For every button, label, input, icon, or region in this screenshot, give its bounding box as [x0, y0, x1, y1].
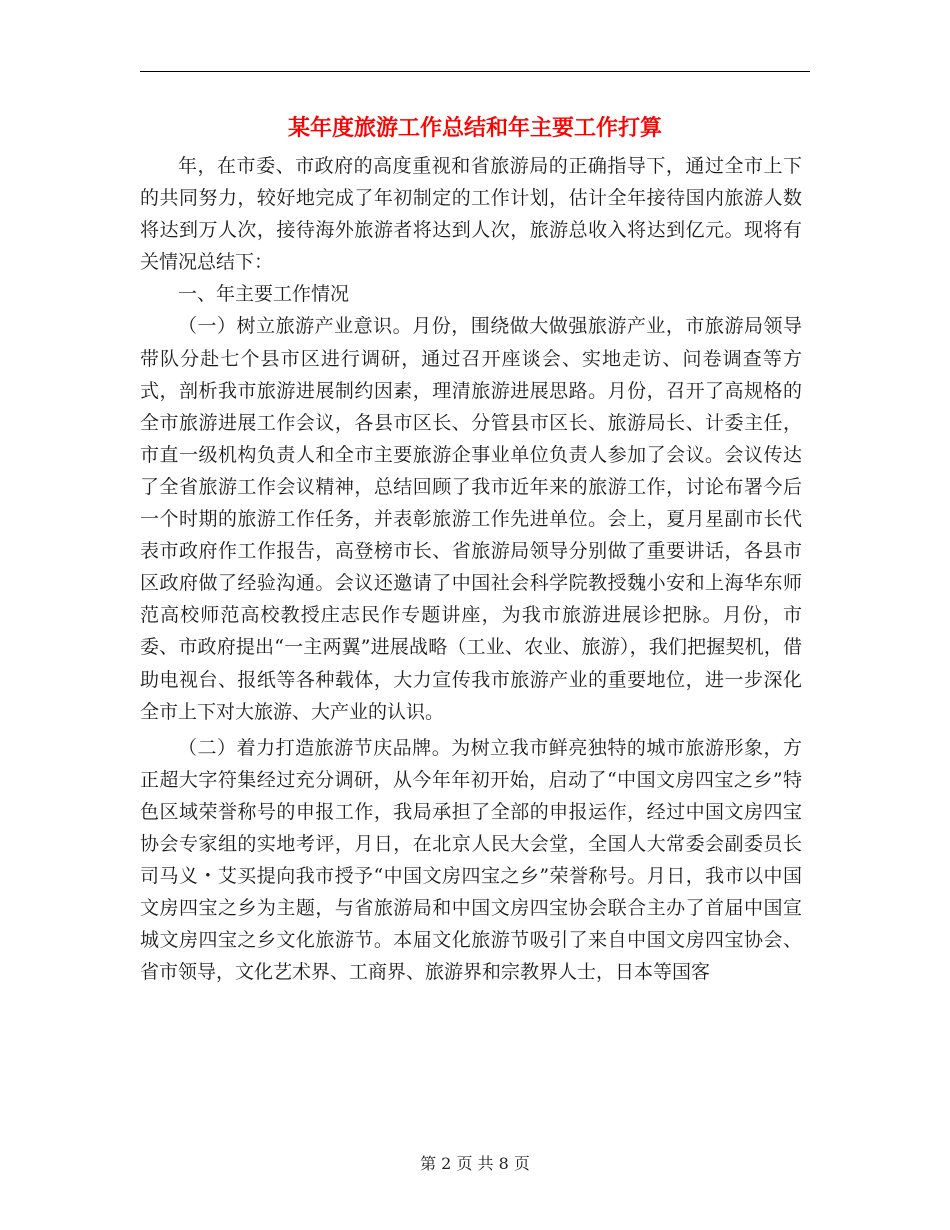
section-heading: 一、年主要工作情况	[178, 283, 350, 306]
page-number: 第 2 页 共 8 页	[420, 1154, 530, 1173]
intro-paragraph: 年，在市委、市政府的高度重视和省旅游局的正确指导下，通过全市上下的共同努力，较好地完成了年初制定的工作计划，估计全年接待国内旅游人数将达到万人次，接待海外旅游者将达到人次，旅游总收入将达到亿元。现将有关情况总结下：	[140, 155, 802, 274]
document-body	[140, 150, 802, 988]
document-title: 某年度旅游工作总结和年主要工作打算	[287, 115, 662, 141]
body-paragraph-1: （一）树立旅游产业意识。月份，围绕做大做强旅游产业，市旅游局领导带队分赴七个县市区进行调研，通过召开座谈会、实地走访、问卷调查等方式，剖析我市旅游进展制约因素，理清旅游进展思路。月份，召开了高规格的全市旅游进展工作会议，各县市区长、分管县市区长、旅游局长、计委主任，市直一级机构负责人和全市主要旅游企事业单位负责人参加了会议。会议传达了全省旅游工作会议精神，总结回顾了我市近年来的旅游工作，讨论布署今后一个时期的旅游工作任务，并表彰旅游工作先进单位。会上，夏月星副市长代表市政府作工作报告，高登榜市长、省旅游局领导分别做了重要讲话，各县市区政府做了经验沟通。会议还邀请了中国社会科学院教授魏小安和上海华东师范高校师范高校教授庄志民作专题讲座，为我市旅游进展诊把脉。月份，市委、市政府提出“一主两翼”进展战略（工业、农业、旅游），我们把握契机，借助电视台、报纸等各种载体，大力宣传我市旅游产业的重要地位，进一步深化全市上下对大旅游、大产业的认识。	[140, 315, 802, 723]
body-paragraph-2: （二）着力打造旅游节庆品牌。为树立我市鲜亮独特的城市旅游形象，方正超大字符集经过充分调研，从今年年初开始，启动了“中国文房四宝之乡”特色区域荣誉称号的申报工作，我局承担了全部的申报运作，经过中国文房四宝协会专家组的实地考评，月日，在北京人民大会堂，全国人大常委会副委员长司马义・艾买提向我市授予“中国文房四宝之乡”荣誉称号。月日，我市以中国文房四宝之乡为主题，与省旅游局和中国文房四宝协会联合主办了首届中国宣城文房四宝之乡文化旅游节。本届文化旅游节吸引了来自中国文房四宝协会、省市领导，文化艺术界、工商界、旅游界和宗教界人士，日本等国客	[140, 736, 802, 984]
header-rule	[140, 71, 810, 72]
